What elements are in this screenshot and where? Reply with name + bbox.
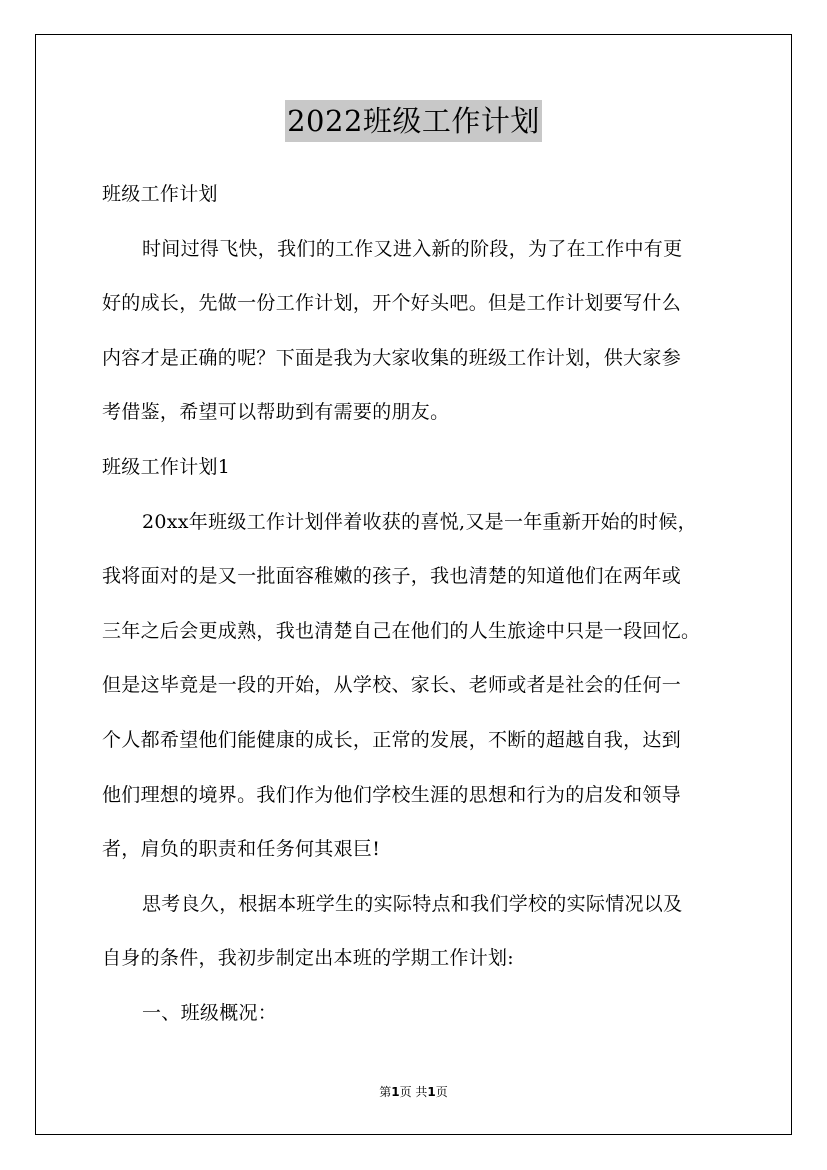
body-line: 思考良久，根据本班学生的实际特点和我们学校的实际情况以及: [142, 892, 683, 915]
footer-suffix: 页: [435, 1085, 448, 1099]
footer-middle: 页 共: [399, 1085, 428, 1099]
body-line: 班级工作计划1: [102, 455, 231, 478]
footer-page-number: 1: [391, 1085, 400, 1099]
body-line: 20xx年班级工作计划伴着收获的喜悦,又是一年重新开始的时候，: [142, 510, 697, 533]
body-line: 时间过得飞快，我们的工作又进入新的阶段，为了在工作中有更: [142, 237, 683, 260]
document-title[interactable]: 2022班级工作计划: [285, 100, 542, 142]
footer-page-total: 1: [427, 1085, 436, 1099]
page-footer: [0, 1083, 827, 1100]
body-line: 好的成长，先做一份工作计划，开个好头吧。但是工作计划要写什么: [102, 292, 682, 315]
body-line: 三年之后会更成熟，我也清楚自己在他们的人生旅途中只是一段回忆。: [102, 619, 701, 642]
body-line: 内容才是正确的呢？下面是我为大家收集的班级工作计划，供大家参: [102, 346, 682, 369]
body-line: 者，肩负的职责和任务何其艰巨!: [102, 838, 381, 861]
body-line: 但是这毕竟是一段的开始，从学校、家长、老师或者是社会的任何一: [102, 674, 682, 697]
document-body: [102, 167, 742, 1041]
body-line: 考借鉴，希望可以帮助到有需要的朋友。: [102, 401, 450, 424]
footer-prefix: 第: [379, 1085, 392, 1099]
body-line: 他们理想的境界。我们作为他们学校生涯的思想和行为的启发和领导: [102, 783, 682, 806]
body-line: 班级工作计划: [102, 183, 218, 205]
body-line: 一、班级概况：: [142, 1001, 278, 1024]
body-line: 我将面对的是又一批面容稚嫩的孩子，我也清楚的知道他们在两年或: [102, 565, 682, 588]
body-line: 个人都希望他们能健康的成长，正常的发展，不断的超越自我，达到: [102, 728, 682, 751]
title-container: [0, 100, 827, 142]
body-line: 自身的条件，我初步制定出本班的学期工作计划:: [102, 947, 515, 970]
